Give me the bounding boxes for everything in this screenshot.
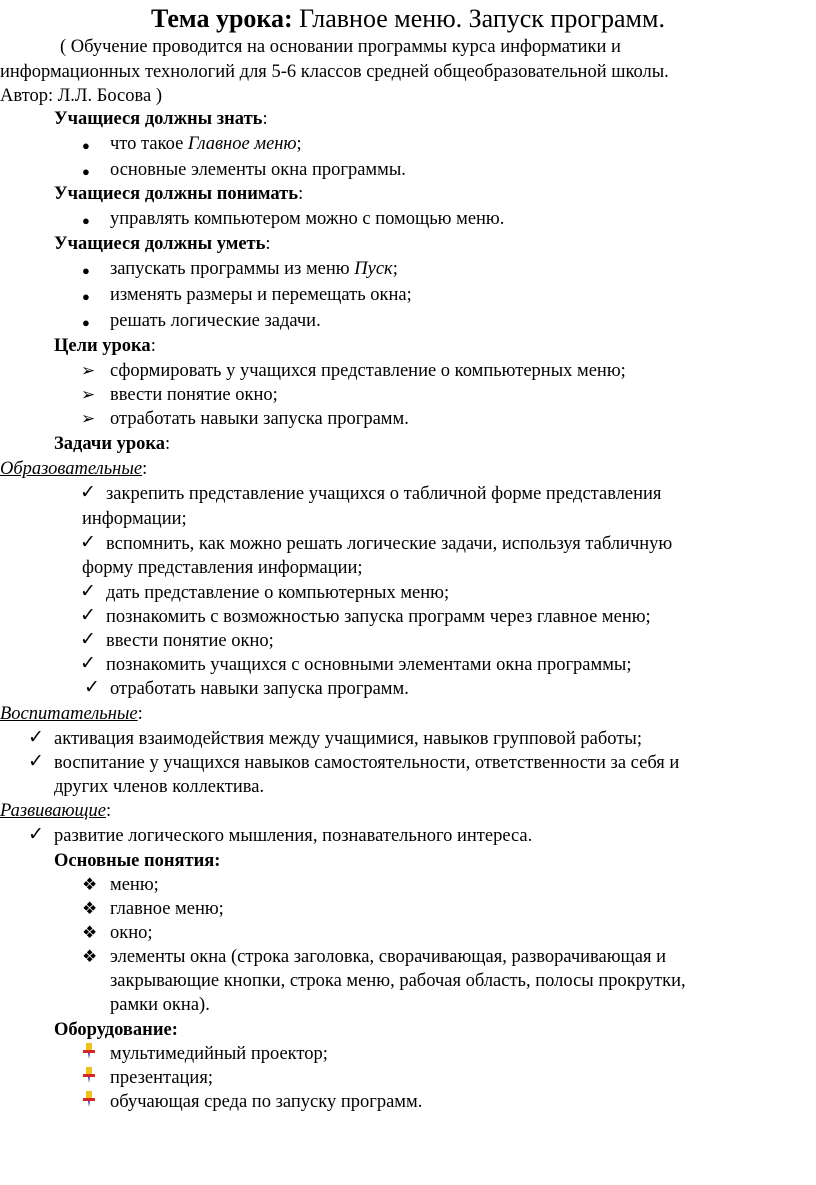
developing-line-1: развитие логического мышления, познавательного интереса. [54, 826, 533, 846]
educational-line-9: отработать навыки запуска программ. [110, 679, 409, 699]
understand-item-1: управлять компьютером можно с помощью меню. [110, 209, 505, 229]
title-text: Главное меню. Запуск программ. [299, 4, 665, 33]
check-icon: ✓ [80, 482, 96, 503]
concepts-line-2: главное меню; [110, 899, 224, 919]
diamond-bullet-icon: ❖ [82, 875, 98, 894]
bullet-dot-icon: ● [82, 138, 90, 153]
check-icon: ✓ [80, 532, 96, 553]
intro-line-3: Автор: Л.Л. Босова ) [0, 86, 162, 106]
check-icon: ✓ [80, 629, 96, 650]
educational-line-3: вспомнить, как можно решать логические задачи, используя табличную [106, 534, 673, 554]
know-item-1: что такое Главное меню; [110, 134, 302, 154]
educational-line-2: информации; [82, 509, 187, 529]
check-icon: ✓ [80, 653, 96, 674]
equipment-line-3: обучающая среда по запуску программ. [110, 1092, 423, 1112]
equipment-heading: Оборудование: [54, 1020, 178, 1040]
understand-heading: Учащиеся должны понимать: [54, 184, 304, 204]
bullet-dot-icon: ● [82, 315, 90, 330]
able-item-3: решать логические задачи. [110, 311, 321, 331]
bullet-dot-icon: ● [82, 164, 90, 179]
arrow-bullet-icon: ➢ [81, 385, 96, 404]
concepts-line-5: закрывающие кнопки, строка меню, рабочая область, полосы прокрутки, [110, 971, 686, 991]
pushpin-icon [82, 1090, 96, 1108]
upbringing-line-2: воспитание у учащихся навыков самостоятельности, ответственности за себя и [54, 753, 680, 773]
upbringing-label: Воспитательные: [0, 704, 143, 724]
diamond-bullet-icon: ❖ [82, 899, 98, 918]
page-title [0, 3, 816, 35]
equipment-line-2: презентация; [110, 1068, 213, 1088]
developing-label: Развивающие: [0, 801, 112, 821]
intro-line-2: информационных технологий для 5-6 классов средней общеобразовательной школы. [0, 62, 669, 82]
check-icon: ✓ [84, 677, 100, 698]
educational-line-4: форму представления информации; [82, 558, 363, 578]
bullet-dot-icon: ● [82, 289, 90, 304]
concepts-line-4: элементы окна (строка заголовка, сворачивающая, разворачивающая и [110, 947, 667, 967]
pushpin-icon [82, 1066, 96, 1084]
check-icon: ✓ [28, 824, 44, 845]
able-item-1: запускать программы из меню Пуск; [110, 259, 398, 279]
diamond-bullet-icon: ❖ [82, 923, 98, 942]
goals-item-1: сформировать у учащихся представление о компьютерных меню; [110, 361, 626, 381]
bullet-dot-icon: ● [82, 263, 90, 278]
diamond-bullet-icon: ❖ [82, 947, 98, 966]
concepts-line-3: окно; [110, 923, 153, 943]
know-item-2: основные элементы окна программы. [110, 160, 406, 180]
check-icon: ✓ [80, 581, 96, 602]
goals-heading: Цели урока: [54, 336, 156, 356]
able-item-2: изменять размеры и перемещать окна; [110, 285, 412, 305]
able-heading: Учащиеся должны уметь: [54, 234, 271, 254]
arrow-bullet-icon: ➢ [81, 409, 96, 428]
know-heading: Учащиеся должны знать: [54, 109, 268, 129]
tasks-heading: Задачи урока: [54, 434, 171, 454]
goals-item-3: отработать навыки запуска программ. [110, 409, 409, 429]
equipment-line-1: мультимедийный проектор; [110, 1044, 328, 1064]
concepts-line-1: меню; [110, 875, 159, 895]
educational-line-7: ввести понятие окно; [106, 631, 274, 651]
educational-line-5: дать представление о компьютерных меню; [106, 583, 450, 603]
educational-line-8: познакомить учащихся с основными элементами окна программы; [106, 655, 632, 675]
check-icon: ✓ [28, 751, 44, 772]
concepts-heading: Основные понятия: [54, 851, 221, 871]
check-icon: ✓ [28, 727, 44, 748]
upbringing-line-1: активация взаимодействия между учащимися, навыков групповой работы; [54, 729, 642, 749]
arrow-bullet-icon: ➢ [81, 361, 96, 380]
educational-line-6: познакомить с возможностью запуска программ через главное меню; [106, 607, 651, 627]
upbringing-line-3: других членов коллектива. [54, 777, 265, 797]
bullet-dot-icon: ● [82, 213, 90, 228]
goals-item-2: ввести понятие окно; [110, 385, 278, 405]
title-label: Тема урока: [151, 4, 293, 33]
pushpin-icon [82, 1042, 96, 1060]
educational-line-1: закрепить представление учащихся о табличной форме представления [106, 484, 662, 504]
intro-line-1: ( Обучение проводится на основании программы курса информатики и [60, 37, 621, 57]
educational-label: Образовательные: [0, 459, 148, 479]
concepts-line-6: рамки окна). [110, 995, 210, 1015]
check-icon: ✓ [80, 605, 96, 626]
